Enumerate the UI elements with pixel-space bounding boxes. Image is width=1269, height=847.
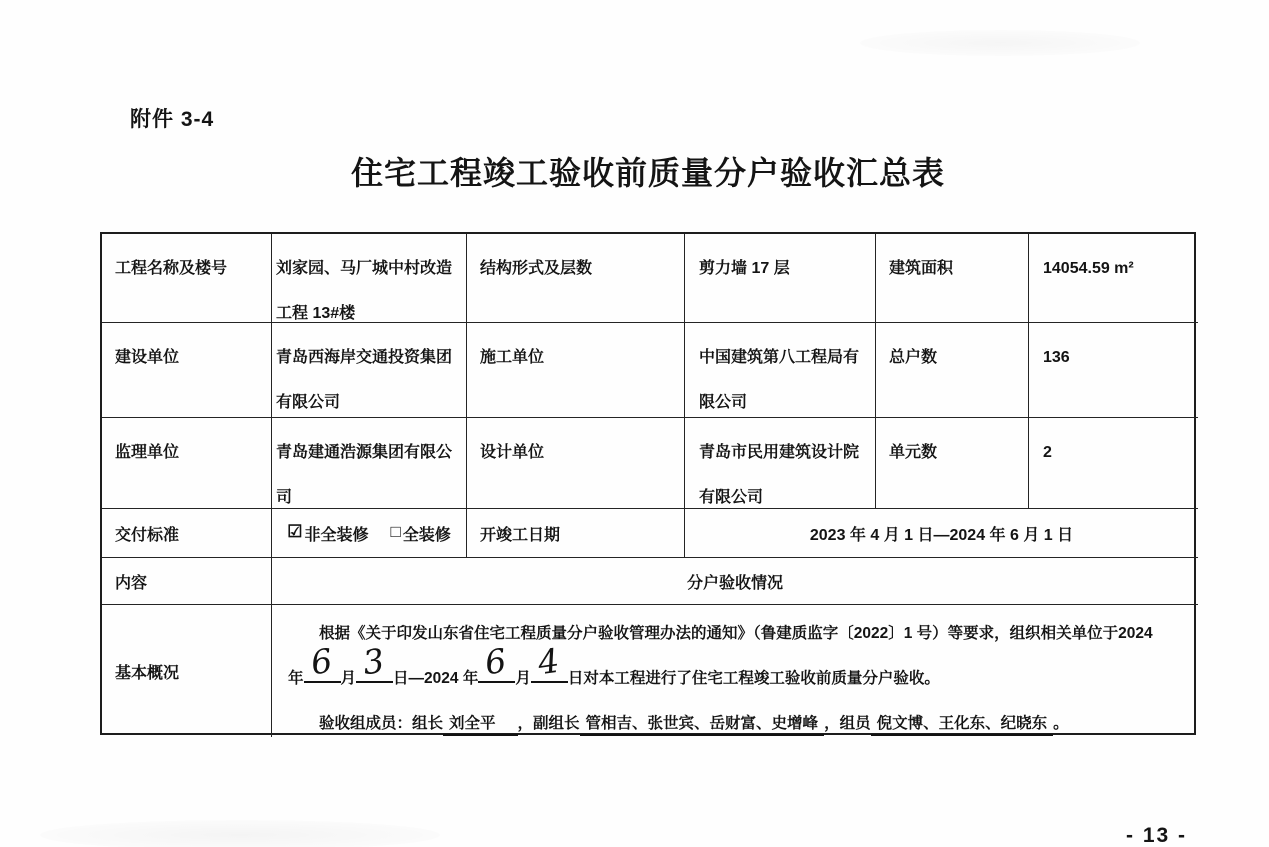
checked-checkbox-icon: ☑	[287, 522, 303, 541]
structure-value: 剪力墙 17 层	[685, 234, 876, 323]
handwritten-month-2: 6	[482, 640, 509, 683]
project-name-value: 刘家园、马厂城中村改造工程 13#楼	[272, 234, 467, 323]
delivery-standard-options	[272, 509, 467, 558]
start-completion-date-label: 开竣工日期	[467, 509, 685, 558]
text-segment: 。	[1053, 715, 1069, 732]
total-households-value: 136	[1029, 323, 1198, 418]
handwritten-day-1: 3	[360, 640, 387, 683]
handwritten-month-1: 6	[307, 640, 335, 683]
design-unit-label: 设计单位	[467, 418, 685, 509]
text-segment: 日对本工程进行了住宅工程竣工验收前质量分户验收。	[567, 670, 940, 687]
supervision-unit-value: 青岛建通浩源集团有限公司	[272, 418, 467, 509]
handwritten-month-2-blank	[478, 640, 515, 683]
handwritten-day-1-blank	[356, 640, 393, 683]
supervision-unit-label: 监理单位	[102, 418, 272, 509]
page-title: 住宅工程竣工验收前质量分户验收汇总表	[350, 155, 945, 191]
unit-count-label: 单元数	[876, 418, 1029, 509]
structure-label: 结构形式及层数	[467, 234, 685, 323]
handwritten-day-2-blank	[531, 640, 568, 683]
project-name-label: 工程名称及楼号	[102, 234, 272, 323]
overview-line-3	[288, 701, 1184, 737]
total-households-label: 总户数	[876, 323, 1029, 418]
contractor-label: 施工单位	[467, 323, 685, 418]
text-segment: 月	[515, 670, 531, 687]
text-segment: 日—2024 年	[393, 670, 479, 687]
basic-overview-label: 基本概况	[102, 605, 272, 737]
member-names: 倪文博、王化东、纪晓东	[871, 715, 1054, 736]
text-segment: ，副组长	[517, 715, 580, 732]
overview-line-1: 根据《关于印发山东省住宅工程质量分户验收管理办法的通知》（鲁建质监字〔2022〕1 号）等要求，组织相关单位于2024	[319, 625, 1153, 642]
text-segment: ，组员	[824, 715, 871, 732]
handwritten-month-1-blank	[304, 640, 341, 683]
handwritten-day-2: 4	[535, 640, 562, 683]
basic-overview-paragraph	[272, 605, 1198, 737]
construction-unit-value: 青岛西海岸交通投资集团有限公司	[272, 323, 467, 418]
design-unit-value: 青岛市民用建筑设计院有限公司	[685, 418, 876, 509]
scan-smudge	[860, 30, 1140, 56]
text-segment: 月	[340, 670, 357, 687]
floor-area-value: 14054.59 m²	[1029, 234, 1198, 323]
unit-count-value: 2	[1029, 418, 1198, 509]
option-not-full-decoration: 非全装修	[304, 526, 369, 544]
content-value: 分户验收情况	[272, 558, 1198, 605]
option-full-decoration: 全装修	[402, 526, 451, 544]
deputy-leader-names: 管相吉、张世宾、岳财富、史增峰	[580, 715, 825, 736]
text-segment: 年	[288, 670, 304, 687]
overview-line-2	[288, 640, 1184, 701]
contractor-value: 中国建筑第八工程局有限公司	[685, 323, 876, 418]
start-completion-date-value: 2023 年 4 月 1 日—2024 年 6 月 1 日	[685, 509, 1198, 558]
floor-area-label: 建筑面积	[876, 234, 1029, 323]
summary-table	[100, 232, 1196, 735]
attachment-label: 附件 3-4	[130, 108, 215, 131]
content-label: 内容	[102, 558, 272, 605]
page-number: - 13 -	[1126, 824, 1188, 847]
leader-name: 刘全平	[443, 715, 518, 736]
construction-unit-label: 建设单位	[102, 323, 272, 418]
text-segment: 验收组成员：组长	[319, 715, 444, 732]
delivery-standard-label: 交付标准	[102, 509, 272, 558]
scan-smudge	[40, 820, 440, 847]
unchecked-checkbox-icon: □	[390, 522, 401, 541]
